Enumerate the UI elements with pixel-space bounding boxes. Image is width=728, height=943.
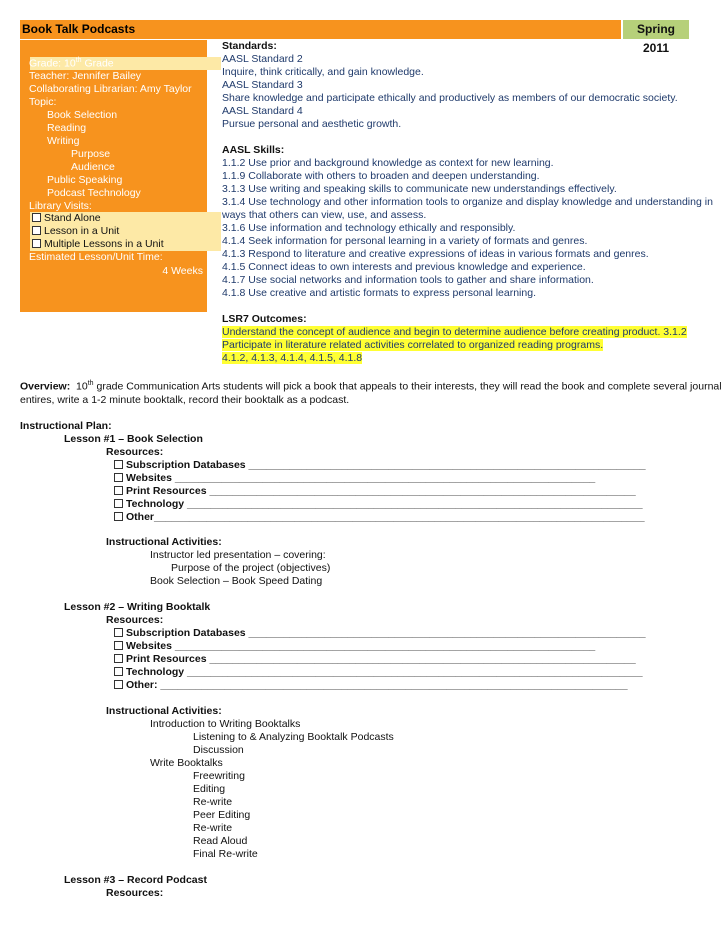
skill-line: 4.1.3 Respond to literature and creative expressions of ideas in various formats and genres. [222, 248, 649, 260]
instructional-plan-heading: Instructional Plan: [20, 420, 112, 432]
resource-item[interactable]: Print Resources _________________________________________________________________________ [114, 485, 636, 497]
librarian-line: Collaborating Librarian: Amy Taylor [29, 83, 192, 95]
checkbox-icon [114, 512, 123, 521]
skill-line: 4.1.8 Use creative and artistic formats to express personal learning. [222, 287, 536, 299]
activities-label: Instructional Activities: [106, 536, 222, 548]
resource-item[interactable]: Technology ______________________________________________________________________________ [114, 666, 643, 678]
topic-item: Writing [47, 135, 80, 147]
activity-item: Re-write [193, 796, 233, 808]
lesson-3-title: Lesson #3 – Record Podcast [64, 874, 207, 886]
checkbox-icon [32, 226, 41, 235]
resources-label: Resources: [106, 614, 164, 626]
checkbox-icon [114, 473, 123, 482]
teacher-line: Teacher: Jennifer Bailey [29, 70, 142, 82]
standard-line: AASL Standard 3 [222, 79, 303, 91]
skill-line: 4.1.7 Use social networks and information tools to gather and share information. [222, 274, 594, 286]
topic-item: Purpose [71, 148, 111, 160]
resource-item[interactable]: Websites ________________________________________________________________________ [114, 472, 595, 484]
activity-item: Discussion [193, 744, 244, 756]
skill-line: 3.1.6 Use information and technology ethically and responsibly. [222, 222, 516, 234]
activity-item: Book Selection – Book Speed Dating [150, 575, 323, 587]
estimated-time-value: 4 Weeks [162, 265, 203, 277]
standard-line: AASL Standard 4 [222, 105, 303, 117]
document-title: Book Talk Podcasts [22, 22, 136, 36]
resource-item[interactable]: Print Resources _________________________________________________________________________ [114, 653, 636, 665]
outcomes-heading: LSR7 Outcomes: [222, 313, 307, 325]
skill-line: 1.1.9 Collaborate with others to broaden and deepen understanding. [222, 170, 540, 182]
overview-line: entires, write a 1-2 minute booktalk, record their booktalk as a podcast. [20, 394, 350, 406]
activities-label: Instructional Activities: [106, 705, 222, 717]
activity-item: Editing [193, 783, 226, 795]
checkbox-icon [114, 628, 123, 637]
activity-item: Peer Editing [193, 809, 251, 821]
activity-item: Instructor led presentation – covering: [150, 549, 326, 561]
skill-line: 4.1.5 Connect ideas to own interests and previous knowledge and experience. [222, 261, 586, 273]
checkbox-icon [32, 213, 41, 222]
activity-item: Write Booktalks [150, 757, 223, 769]
skill-line: 1.1.2 Use prior and background knowledge as context for new learning. [222, 157, 554, 169]
lesson-info-sidebar [20, 40, 207, 312]
grade-line: Grade: 10th Grade [29, 57, 114, 70]
standards-heading: Standards: [222, 40, 277, 52]
activity-item: Purpose of the project (objectives) [171, 562, 331, 574]
checkbox-icon [114, 680, 123, 689]
estimated-time-label: Estimated Lesson/Unit Time: [29, 251, 163, 263]
topic-item: Audience [71, 161, 115, 173]
resource-item[interactable]: Subscription Databases ____________________________________________________________________ [114, 627, 646, 639]
topic-item: Book Selection [47, 109, 118, 121]
standard-line: Pursue personal and aesthetic growth. [222, 118, 402, 130]
outcome-line: Understand the concept of audience and begin to determine audience before creating product. 3.1.2 [222, 326, 687, 338]
activity-item: Introduction to Writing Booktalks [150, 718, 301, 730]
activity-item: Freewriting [193, 770, 245, 782]
visit-option-stand-alone[interactable]: Stand Alone [32, 212, 101, 224]
topic-item: Reading [47, 122, 87, 134]
resource-item[interactable]: Subscription Databases ____________________________________________________________________ [114, 459, 646, 471]
skill-line: 4.1.4 Seek information for personal learning in a variety of formats and genres. [222, 235, 588, 247]
topic-item: Public Speaking [47, 174, 123, 186]
standard-line: Share knowledge and participate ethically and productively as members of our democratic society. [222, 92, 678, 104]
overview-paragraph: Overview: 10th grade Communication Arts students will pick a book that appeals to their interests, they will read the book and complete several journal [20, 380, 722, 393]
checkbox-icon [114, 654, 123, 663]
activity-item: Listening to & Analyzing Booktalk Podcasts [193, 731, 394, 743]
checkbox-icon [114, 499, 123, 508]
lesson-2-title: Lesson #2 – Writing Booktalk [64, 601, 211, 613]
checkbox-icon [114, 460, 123, 469]
resource-item[interactable]: Technology ______________________________________________________________________________ [114, 498, 643, 510]
activity-item: Read Aloud [193, 835, 248, 847]
activity-item: Re-write [193, 822, 233, 834]
skills-heading: AASL Skills: [222, 144, 285, 156]
skill-line: ways that others can view, use, and assess. [222, 209, 427, 221]
resource-item[interactable]: Websites ________________________________________________________________________ [114, 640, 595, 652]
term-badge: Spring 2011 [621, 20, 689, 39]
checkbox-icon [114, 667, 123, 676]
checkbox-icon [114, 641, 123, 650]
checkbox-icon [114, 486, 123, 495]
resource-item[interactable]: Other____________________________________________________________________________________ [114, 511, 645, 523]
standard-line: AASL Standard 2 [222, 53, 303, 65]
skill-line: 3.1.3 Use writing and speaking skills to communicate new understandings effectively. [222, 183, 617, 195]
topic-label: Topic: [29, 96, 57, 108]
resources-label: Resources: [106, 446, 164, 458]
standard-line: Inquire, think critically, and gain knowledge. [222, 66, 424, 78]
resources-label: Resources: [106, 887, 164, 899]
resource-item[interactable]: Other: ________________________________________________________________________________ [114, 679, 628, 691]
visit-option-multiple-lessons[interactable]: Multiple Lessons in a Unit [32, 238, 164, 250]
checkbox-icon [32, 239, 41, 248]
library-visits-label: Library Visits: [29, 200, 92, 212]
outcome-line: Participate in literature related activities correlated to organized reading programs. [222, 339, 604, 351]
skill-line: 3.1.4 Use technology and other information tools to organize and display knowledge and understanding in [222, 196, 713, 208]
outcome-line: 4.1.2, 4.1.3, 4.1.4, 4.1.5, 4.1.8 [222, 352, 363, 364]
lesson-1-title: Lesson #1 – Book Selection [64, 433, 203, 445]
visit-option-lesson-in-unit[interactable]: Lesson in a Unit [32, 225, 119, 237]
activity-item: Final Re-write [193, 848, 258, 860]
topic-item: Podcast Technology [47, 187, 141, 199]
